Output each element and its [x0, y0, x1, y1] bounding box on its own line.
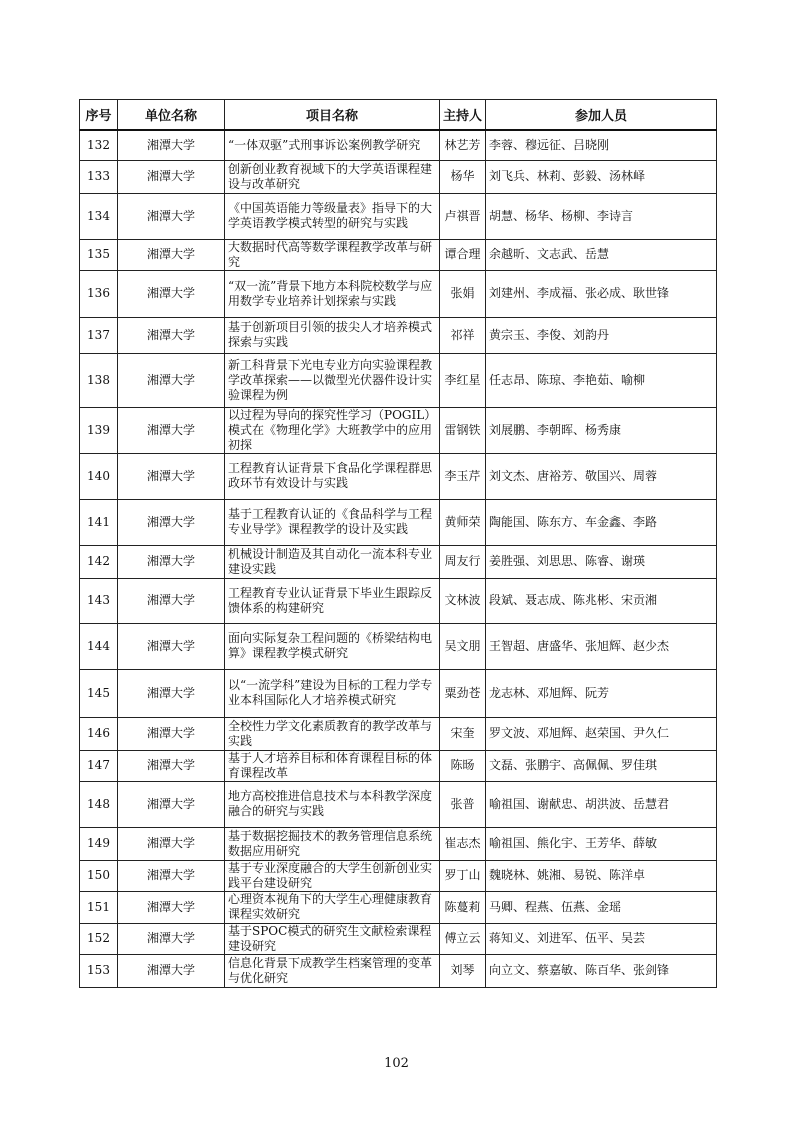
cell-project: 基于人才培养目标和体育课程目标的体育课程改革: [225, 750, 440, 781]
cell-members: 马卿、程燕、伍燕、金瑶: [486, 891, 717, 923]
cell-seq: 150: [80, 860, 118, 891]
cell-host: 文林波: [440, 578, 486, 623]
cell-host: 刘琴: [440, 954, 486, 987]
cell-members: 陶能国、陈东方、车金鑫、李路: [486, 499, 717, 545]
cell-host: 陈蔓莉: [440, 891, 486, 923]
cell-project: 以“一流学科”建设为目标的工程力学专业本科国际化人才培养模式研究: [225, 669, 440, 717]
header-seq: 序号: [80, 100, 118, 131]
cell-unit: 湘潭大学: [118, 353, 225, 407]
cell-host: 崔志杰: [440, 827, 486, 860]
table-row: [80, 750, 717, 781]
cell-unit: 湘潭大学: [118, 545, 225, 578]
cell-project: 工程教育专业认证背景下毕业生跟踪反馈体系的构建研究: [225, 578, 440, 623]
header-members: 参加人员: [486, 100, 717, 131]
cell-members: 余越昕、文志武、岳慧: [486, 239, 717, 270]
cell-unit: 湘潭大学: [118, 270, 225, 317]
cell-members: 蒋知义、刘进军、伍平、吴芸: [486, 923, 717, 954]
cell-host: 吴文朋: [440, 623, 486, 669]
table-row: [80, 578, 717, 623]
cell-unit: 湘潭大学: [118, 239, 225, 270]
table-header-row: [80, 100, 717, 131]
cell-unit: 湘潭大学: [118, 891, 225, 923]
header-unit: 单位名称: [118, 100, 225, 131]
table-row: [80, 499, 717, 545]
cell-members: 刘建州、李成福、张必成、耿世锋: [486, 270, 717, 317]
table-row: [80, 239, 717, 270]
cell-project: 面向实际复杂工程问题的《桥梁结构电算》课程教学模式研究: [225, 623, 440, 669]
cell-project: 基于专业深度融合的大学生创新创业实践平台建设研究: [225, 860, 440, 891]
cell-project: “双一流”背景下地方本科院校数学与应用数学专业培养计划探索与实践: [225, 270, 440, 317]
cell-seq: 133: [80, 160, 118, 193]
cell-seq: 142: [80, 545, 118, 578]
cell-members: 刘文杰、唐裕芳、敬国兴、周蓉: [486, 453, 717, 499]
cell-seq: 144: [80, 623, 118, 669]
cell-members: 喻祖国、熊化宇、王芳华、薛敏: [486, 827, 717, 860]
cell-seq: 136: [80, 270, 118, 317]
cell-unit: 湘潭大学: [118, 578, 225, 623]
cell-seq: 149: [80, 827, 118, 860]
cell-unit: 湘潭大学: [118, 860, 225, 891]
cell-unit: 湘潭大学: [118, 923, 225, 954]
cell-host: 宋奎: [440, 717, 486, 750]
cell-project: 信息化背景下成教学生档案管理的变革与优化研究: [225, 954, 440, 987]
cell-host: 杨华: [440, 160, 486, 193]
cell-unit: 湘潭大学: [118, 193, 225, 239]
cell-members: 胡慧、杨华、杨柳、李诗言: [486, 193, 717, 239]
cell-project: 基于数据挖掘技术的教务管理信息系统数据应用研究: [225, 827, 440, 860]
cell-members: 喻祖国、谢献忠、胡洪波、岳慧君: [486, 781, 717, 827]
cell-seq: 138: [80, 353, 118, 407]
cell-project: 心理资本视角下的大学生心理健康教育课程实效研究: [225, 891, 440, 923]
cell-seq: 132: [80, 130, 118, 160]
table-row: [80, 717, 717, 750]
cell-seq: 147: [80, 750, 118, 781]
cell-host: 卢祺晋: [440, 193, 486, 239]
cell-unit: 湘潭大学: [118, 781, 225, 827]
cell-members: 李蓉、穆远征、吕晓刚: [486, 130, 717, 160]
cell-members: 刘展鹏、李朝晖、杨秀康: [486, 407, 717, 453]
cell-seq: 145: [80, 669, 118, 717]
table-row: [80, 954, 717, 987]
cell-seq: 143: [80, 578, 118, 623]
cell-unit: 湘潭大学: [118, 827, 225, 860]
cell-members: 黄宗玉、李俊、刘韵丹: [486, 317, 717, 353]
cell-unit: 湘潭大学: [118, 407, 225, 453]
cell-project: 大数据时代高等数学课程教学改革与研究: [225, 239, 440, 270]
cell-host: 张娟: [440, 270, 486, 317]
cell-seq: 140: [80, 453, 118, 499]
cell-host: 黄师荣: [440, 499, 486, 545]
table-row: [80, 193, 717, 239]
cell-project: 创新创业教育视域下的大学英语课程建设与改革研究: [225, 160, 440, 193]
table-row: [80, 353, 717, 407]
table-row: [80, 669, 717, 717]
cell-project: 工程教育认证背景下食品化学课程群思政环节有效设计与实践: [225, 453, 440, 499]
cell-seq: 139: [80, 407, 118, 453]
table-row: [80, 270, 717, 317]
cell-seq: 151: [80, 891, 118, 923]
cell-host: 李红星: [440, 353, 486, 407]
header-host: 主持人: [440, 100, 486, 131]
table-row: [80, 891, 717, 923]
cell-host: 粟劲苍: [440, 669, 486, 717]
cell-project: 新工科背景下光电专业方向实验课程教学改革探索——以微型光伏器件设计实验课程为例: [225, 353, 440, 407]
cell-project: “一体双驱”式刑事诉讼案例教学研究: [225, 130, 440, 160]
cell-host: 雷钢铁: [440, 407, 486, 453]
cell-seq: 135: [80, 239, 118, 270]
table-row: [80, 923, 717, 954]
cell-unit: 湘潭大学: [118, 453, 225, 499]
cell-members: 王智超、唐盛华、张旭辉、赵少杰: [486, 623, 717, 669]
cell-host: 陈旸: [440, 750, 486, 781]
cell-members: 文磊、张鹏宇、高佩佩、罗佳琪: [486, 750, 717, 781]
cell-unit: 湘潭大学: [118, 717, 225, 750]
cell-unit: 湘潭大学: [118, 623, 225, 669]
cell-unit: 湘潭大学: [118, 499, 225, 545]
cell-host: 罗丁山: [440, 860, 486, 891]
table-row: [80, 160, 717, 193]
table-row: [80, 860, 717, 891]
cell-project: 《中国英语能力等级量表》指导下的大学英语教学模式转型的研究与实践: [225, 193, 440, 239]
cell-seq: 152: [80, 923, 118, 954]
cell-host: 傅立云: [440, 923, 486, 954]
cell-members: 任志昂、陈琼、李艳茹、喻柳: [486, 353, 717, 407]
cell-seq: 137: [80, 317, 118, 353]
cell-unit: 湘潭大学: [118, 750, 225, 781]
cell-host: 张普: [440, 781, 486, 827]
table-row: [80, 453, 717, 499]
cell-host: 李玉芹: [440, 453, 486, 499]
cell-project: 以过程为导向的探究性学习（POGIL）模式在《物理化学》大班教学中的应用初探: [225, 407, 440, 453]
cell-seq: 141: [80, 499, 118, 545]
page-number: 102: [384, 1056, 409, 1071]
cell-project: 地方高校推进信息技术与本科教学深度融合的研究与实践: [225, 781, 440, 827]
cell-host: 林艺芳: [440, 130, 486, 160]
cell-project: 基于工程教育认证的《食品科学与工程专业导学》课程教学的设计及实践: [225, 499, 440, 545]
cell-members: 魏晓林、姚湘、易锐、陈洋卓: [486, 860, 717, 891]
cell-members: 刘飞兵、林莉、彭毅、汤林峄: [486, 160, 717, 193]
table-row: [80, 827, 717, 860]
cell-project: 基于创新项目引领的拔尖人才培养模式探索与实践: [225, 317, 440, 353]
table-row: [80, 781, 717, 827]
table-row: [80, 407, 717, 453]
cell-seq: 146: [80, 717, 118, 750]
cell-members: 龙志林、邓旭辉、阮芳: [486, 669, 717, 717]
cell-unit: 湘潭大学: [118, 317, 225, 353]
table-row: [80, 545, 717, 578]
cell-project: 机械设计制造及其自动化一流本科专业建设实践: [225, 545, 440, 578]
cell-unit: 湘潭大学: [118, 669, 225, 717]
cell-seq: 134: [80, 193, 118, 239]
cell-host: 祁祥: [440, 317, 486, 353]
cell-seq: 148: [80, 781, 118, 827]
header-project: 项目名称: [225, 100, 440, 131]
cell-members: 向立文、蔡嘉敏、陈百华、张剑锋: [486, 954, 717, 987]
table-row: [80, 317, 717, 353]
cell-unit: 湘潭大学: [118, 130, 225, 160]
cell-unit: 湘潭大学: [118, 954, 225, 987]
cell-project: 全校性力学文化素质教育的教学改革与实践: [225, 717, 440, 750]
cell-members: 段斌、聂志成、陈兆彬、宋贡湘: [486, 578, 717, 623]
cell-members: 罗文波、邓旭辉、赵荣国、尹久仁: [486, 717, 717, 750]
cell-seq: 153: [80, 954, 118, 987]
table-row: [80, 130, 717, 160]
cell-unit: 湘潭大学: [118, 160, 225, 193]
table-row: [80, 623, 717, 669]
cell-host: 谭合理: [440, 239, 486, 270]
cell-project: 基于SPOC模式的研究生文献检索课程建设研究: [225, 923, 440, 954]
cell-members: 姜胜强、刘思思、陈睿、谢瑛: [486, 545, 717, 578]
project-table: [79, 99, 717, 988]
cell-host: 周友行: [440, 545, 486, 578]
